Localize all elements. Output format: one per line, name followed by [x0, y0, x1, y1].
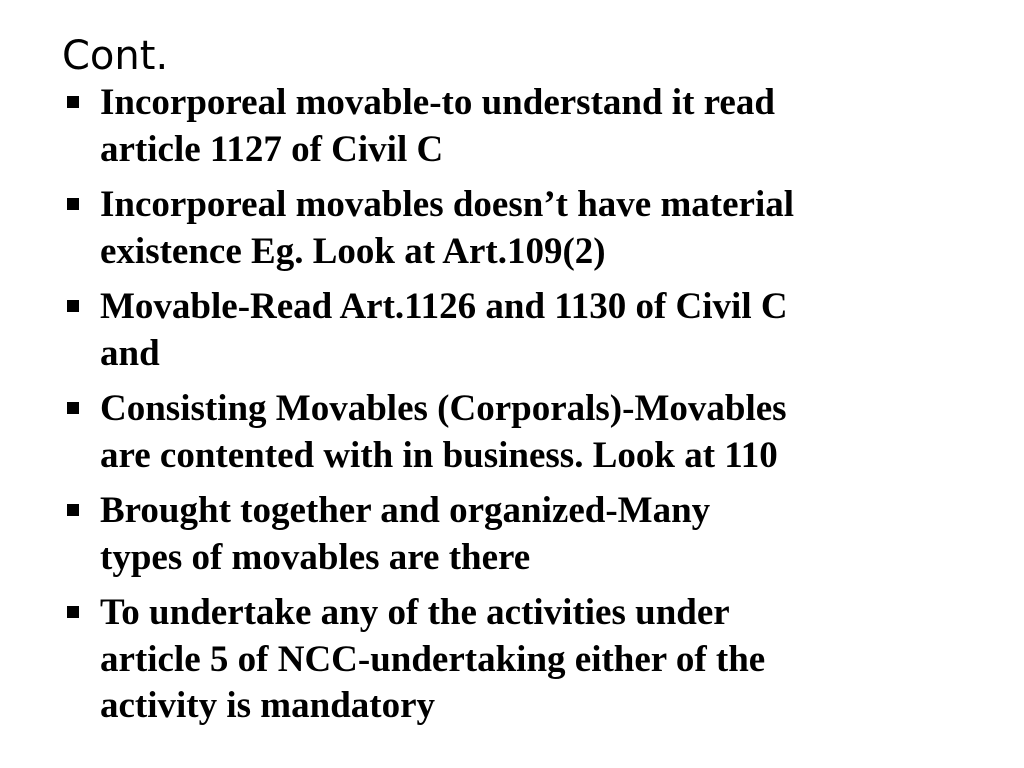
bullet-item — [62, 284, 1002, 377]
bullet-text-line: types of movables are there — [100, 536, 531, 578]
bullet-text-line: To undertake any of the activities under — [100, 592, 730, 633]
bullet-text-line: Consisting Movables (Corporals)-Movables — [100, 388, 787, 429]
bullet-text-line: and — [100, 332, 160, 374]
bullet-text-line: activity is mandatory — [100, 685, 436, 726]
square-bullet-icon — [67, 300, 79, 312]
bullet-text-line: Brought together and organized-Many — [100, 490, 711, 531]
bullet-text-line: article 5 of NCC-undertaking either of the — [100, 638, 766, 680]
slide-title: Cont. — [62, 33, 169, 79]
bullet-text-line: Incorporeal movable-to understand it read — [100, 82, 775, 123]
square-bullet-icon — [67, 198, 79, 210]
bullet-text-line: Movable-Read Art.1126 and 1130 of Civil C — [100, 286, 788, 327]
bullet-item — [62, 590, 1002, 730]
bullet-text-line: are contented with in business. Look at 110 — [100, 434, 778, 476]
bullet-text-line: existence Eg. Look at Art.109(2) — [100, 230, 606, 272]
bullet-text-line: Incorporeal movables doesn’t have material — [100, 184, 795, 225]
bullet-list — [62, 80, 1002, 739]
square-bullet-icon — [67, 606, 79, 618]
bullet-text-line: article 1127 of Civil C — [100, 128, 444, 170]
bullet-item — [62, 182, 1002, 275]
square-bullet-icon — [67, 96, 79, 108]
bullet-item — [62, 488, 1002, 581]
square-bullet-icon — [67, 402, 79, 414]
bullet-item — [62, 80, 1002, 173]
square-bullet-icon — [67, 504, 79, 516]
bullet-item — [62, 386, 1002, 479]
